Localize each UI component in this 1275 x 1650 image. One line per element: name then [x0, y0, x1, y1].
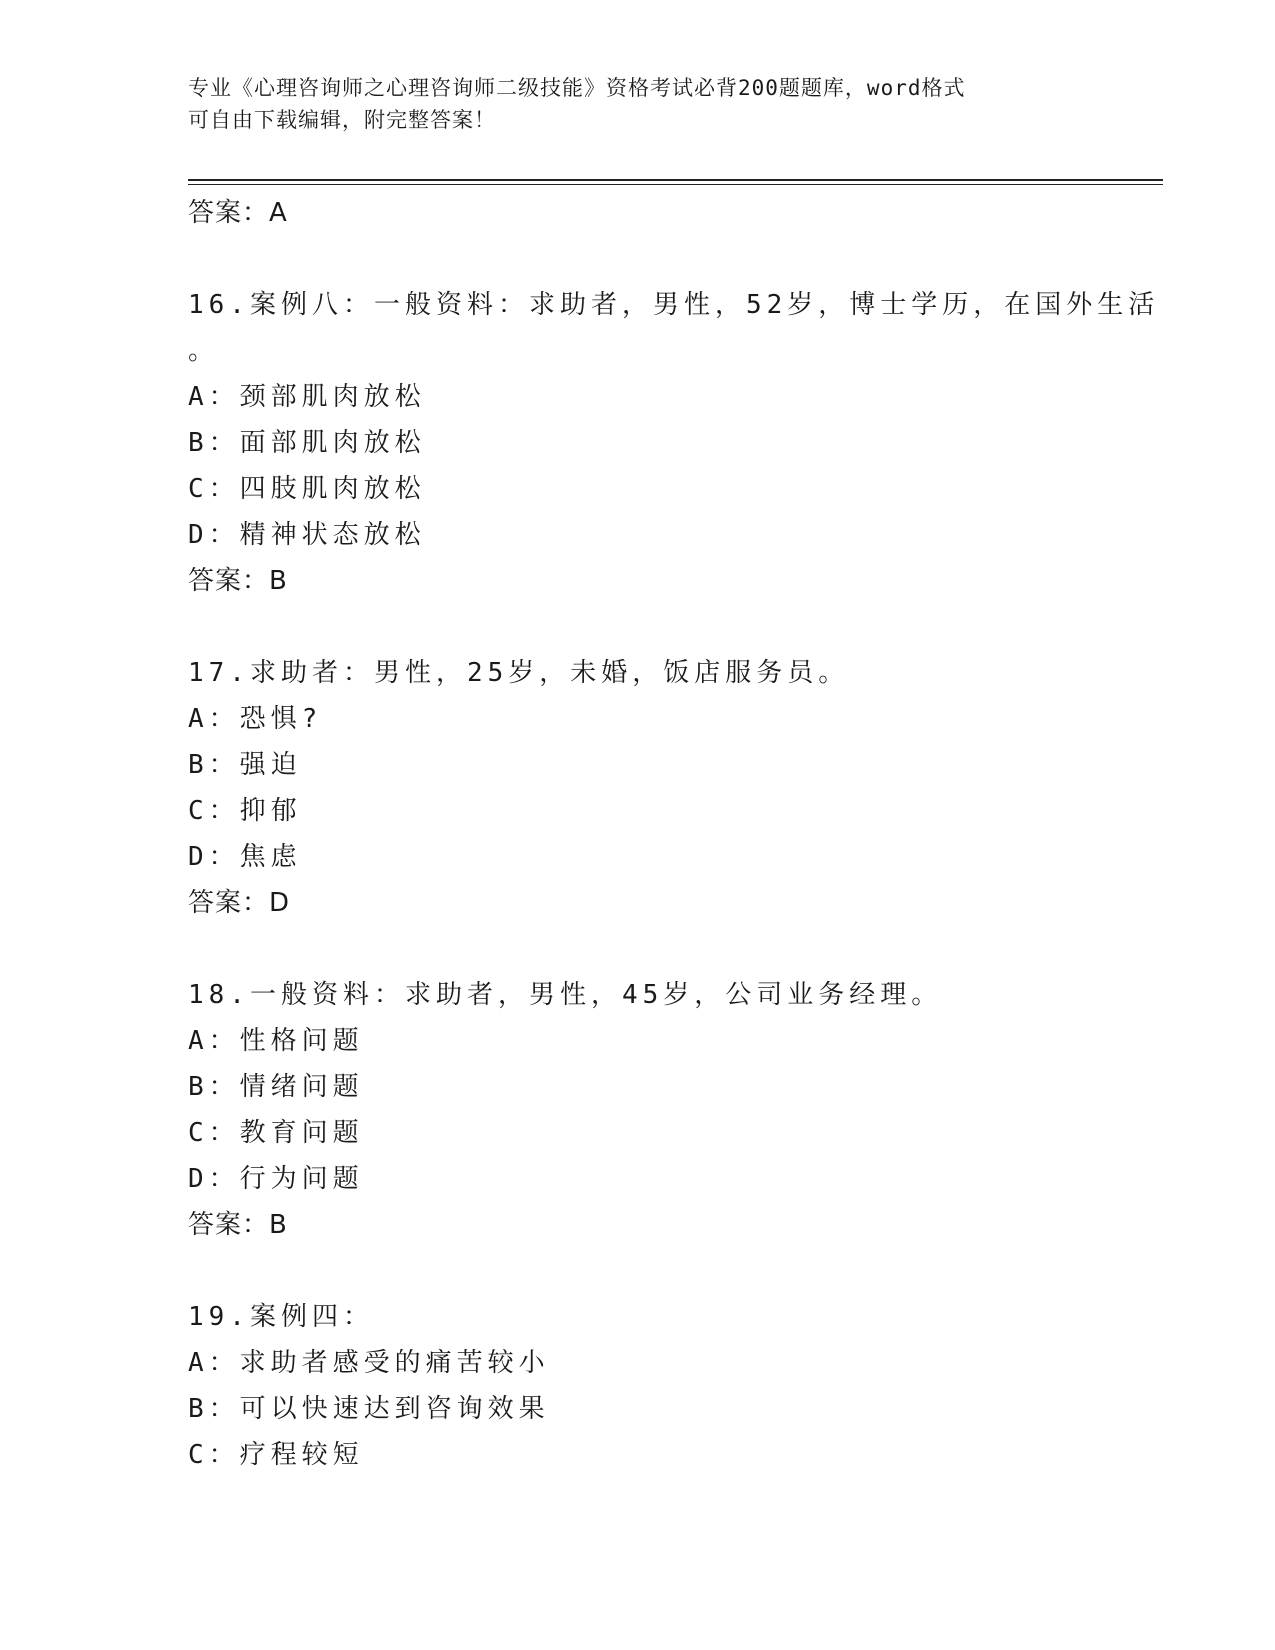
question-stem: 19.案例四： [188, 1302, 374, 1332]
answer-line: 答案：D [188, 888, 291, 918]
option-a: A：恐惧? [188, 704, 323, 734]
answer-value: B [269, 1210, 288, 1240]
option-d: D：焦虑 [188, 842, 302, 872]
question-stem: 16.案例八：一般资料：求助者，男性，52岁，博士学历，在国外生活 [188, 290, 1160, 320]
page-header [188, 72, 1088, 136]
header-line-1: 专业《心理咨询师之心理咨询师二级技能》资格考试必背200题题库，word格式 [188, 76, 966, 100]
option-b: B：可以快速达到咨询效果 [188, 1394, 550, 1424]
header-line-2: 可自由下载编辑，附完整答案！ [188, 108, 496, 132]
answer-line: 答案：B [188, 1210, 288, 1240]
option-c: C：疗程较短 [188, 1440, 364, 1470]
answer-line: 答案：A [188, 198, 288, 228]
option-d: D：精神状态放松 [188, 520, 426, 550]
option-d: D：行为问题 [188, 1164, 364, 1194]
question-stem: 18.一般资料：求助者，男性，45岁，公司业务经理。 [188, 980, 943, 1010]
option-a: A：性格问题 [188, 1026, 364, 1056]
answer-value: A [269, 198, 288, 228]
answer-value: B [269, 566, 288, 596]
option-c: C：抑郁 [188, 796, 302, 826]
question-list [188, 190, 1163, 1478]
question-stem-continued: 。 [188, 336, 220, 366]
header-rule-thin [188, 184, 1163, 185]
option-b: B：强迫 [188, 750, 302, 780]
question-stem: 17.求助者：男性，25岁，未婚，饭店服务员。 [188, 658, 850, 688]
answer-line: 答案：B [188, 566, 288, 596]
option-c: C：教育问题 [188, 1118, 364, 1148]
option-a: A：颈部肌肉放松 [188, 382, 426, 412]
option-b: B：面部肌肉放松 [188, 428, 426, 458]
option-c: C：四肢肌肉放松 [188, 474, 426, 504]
option-a: A：求助者感受的痛苦较小 [188, 1348, 550, 1378]
option-b: B：情绪问题 [188, 1072, 364, 1102]
answer-value: D [269, 888, 291, 918]
header-rule [188, 179, 1163, 181]
